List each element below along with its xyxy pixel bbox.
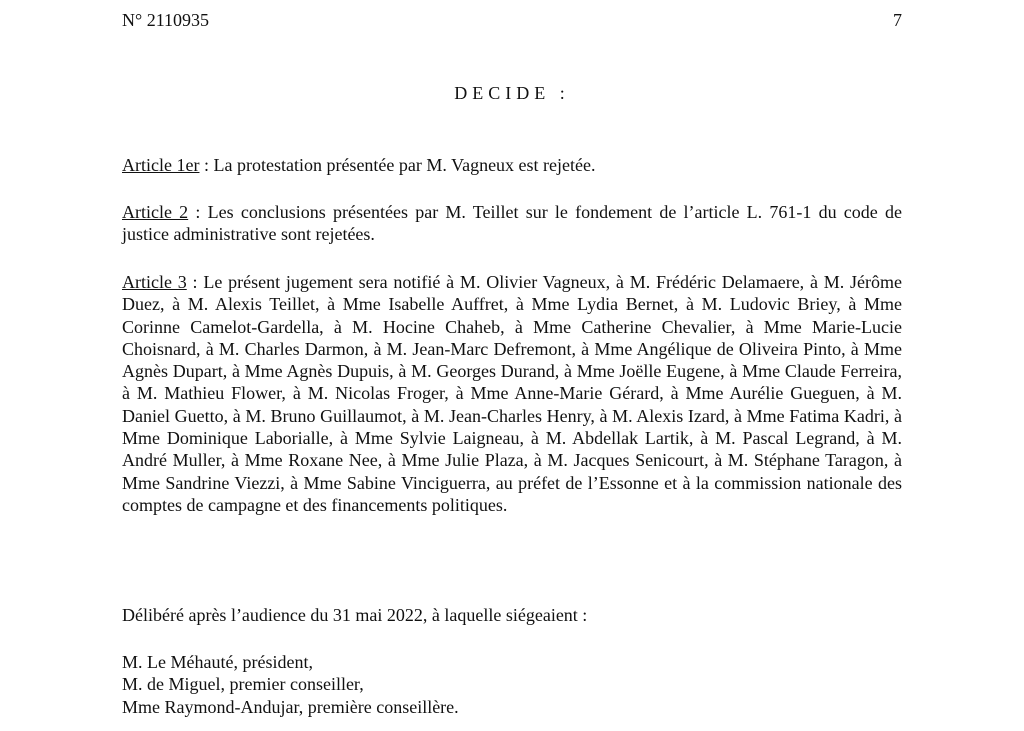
article-2 — [122, 201, 902, 246]
page-number: 7 — [893, 10, 902, 30]
deliberation-statement: Délibéré après l’audience du 31 mai 2022, à laquelle siégeaient : — [122, 605, 588, 625]
article-2-separator: : — [188, 202, 208, 222]
case-number: N° 2110935 — [122, 10, 210, 30]
judge-president: M. Le Méhauté, président, — [122, 652, 313, 672]
page-header — [122, 9, 902, 31]
article-2-text: Les conclusions présentées par M. Teillet sur le fondement de l’article L. 761-1 du code de justice administrative sont rejetées. — [122, 202, 902, 245]
judges-panel — [122, 651, 902, 718]
article-3-text: Le présent jugement sera notifié à M. Olivier Vagneux, à M. Frédéric Delamaere, à M. Jérôme Duez, à M. Alexis Teillet, à Mme Isabelle Auffret, à Mme Lydia Bernet, à M. Ludovic Briey, à Mme Corinne Camelot-Gardella, à M. Hocine Chaheb, à Mme Catherine Chevalier, à Mme Marie-Lucie Choisnard, à M. Charles Darmon, à M. Jean-Marc Defremont, à Mme Angélique de Oliveira Pinto, à Mme Agnès Dupart, à Mme Agnès Dupuis, à M. Georges Durand, à Mme Joëlle Eugene, à Mme Claude Ferreira, à M. Mathieu Flower, à M. Nicolas Froger, à Mme Anne-Marie Gérard, à Mme Aurélie Gueguen, à M. Daniel Guetto, à M. Bruno Guillaumot, à M. Jean-Charles Henry, à M. Alexis Izard, à Mme Fatima Kadri, à Mme Dominique Laborialle, à Mme Sylvie Laigneau, à M. Abdellak Lartik, à M. Pascal Legrand, à M. André Muller, à Mme Roxane Nee, à Mme Julie Plaza, à M. Jacques Senicourt, à M. Stéphane Taragon, à Mme Sandrine Viezzi, à Mme Sabine Vinciguerra, au préfet de l’Essonne et à la commission nationale des comptes de campagne et des financements politiques. — [122, 272, 902, 515]
judge-first-counsellor-2: Mme Raymond-Andujar, première conseillère. — [122, 696, 459, 717]
article-1-separator: : — [199, 155, 214, 175]
article-3 — [122, 271, 902, 516]
judge-first-counsellor: M. de Miguel, premier conseiller, — [122, 674, 364, 695]
article-3-separator: : — [186, 272, 204, 292]
article-1-text: La protestation présentée par M. Vagneux est rejetée. — [213, 155, 596, 175]
article-1-label: Article 1er — [122, 155, 200, 175]
decision-heading: DECIDE : — [454, 83, 570, 103]
article-3-label: Article 3 — [122, 272, 187, 292]
article-2-label: Article 2 — [122, 202, 189, 222]
article-1 — [122, 154, 902, 176]
